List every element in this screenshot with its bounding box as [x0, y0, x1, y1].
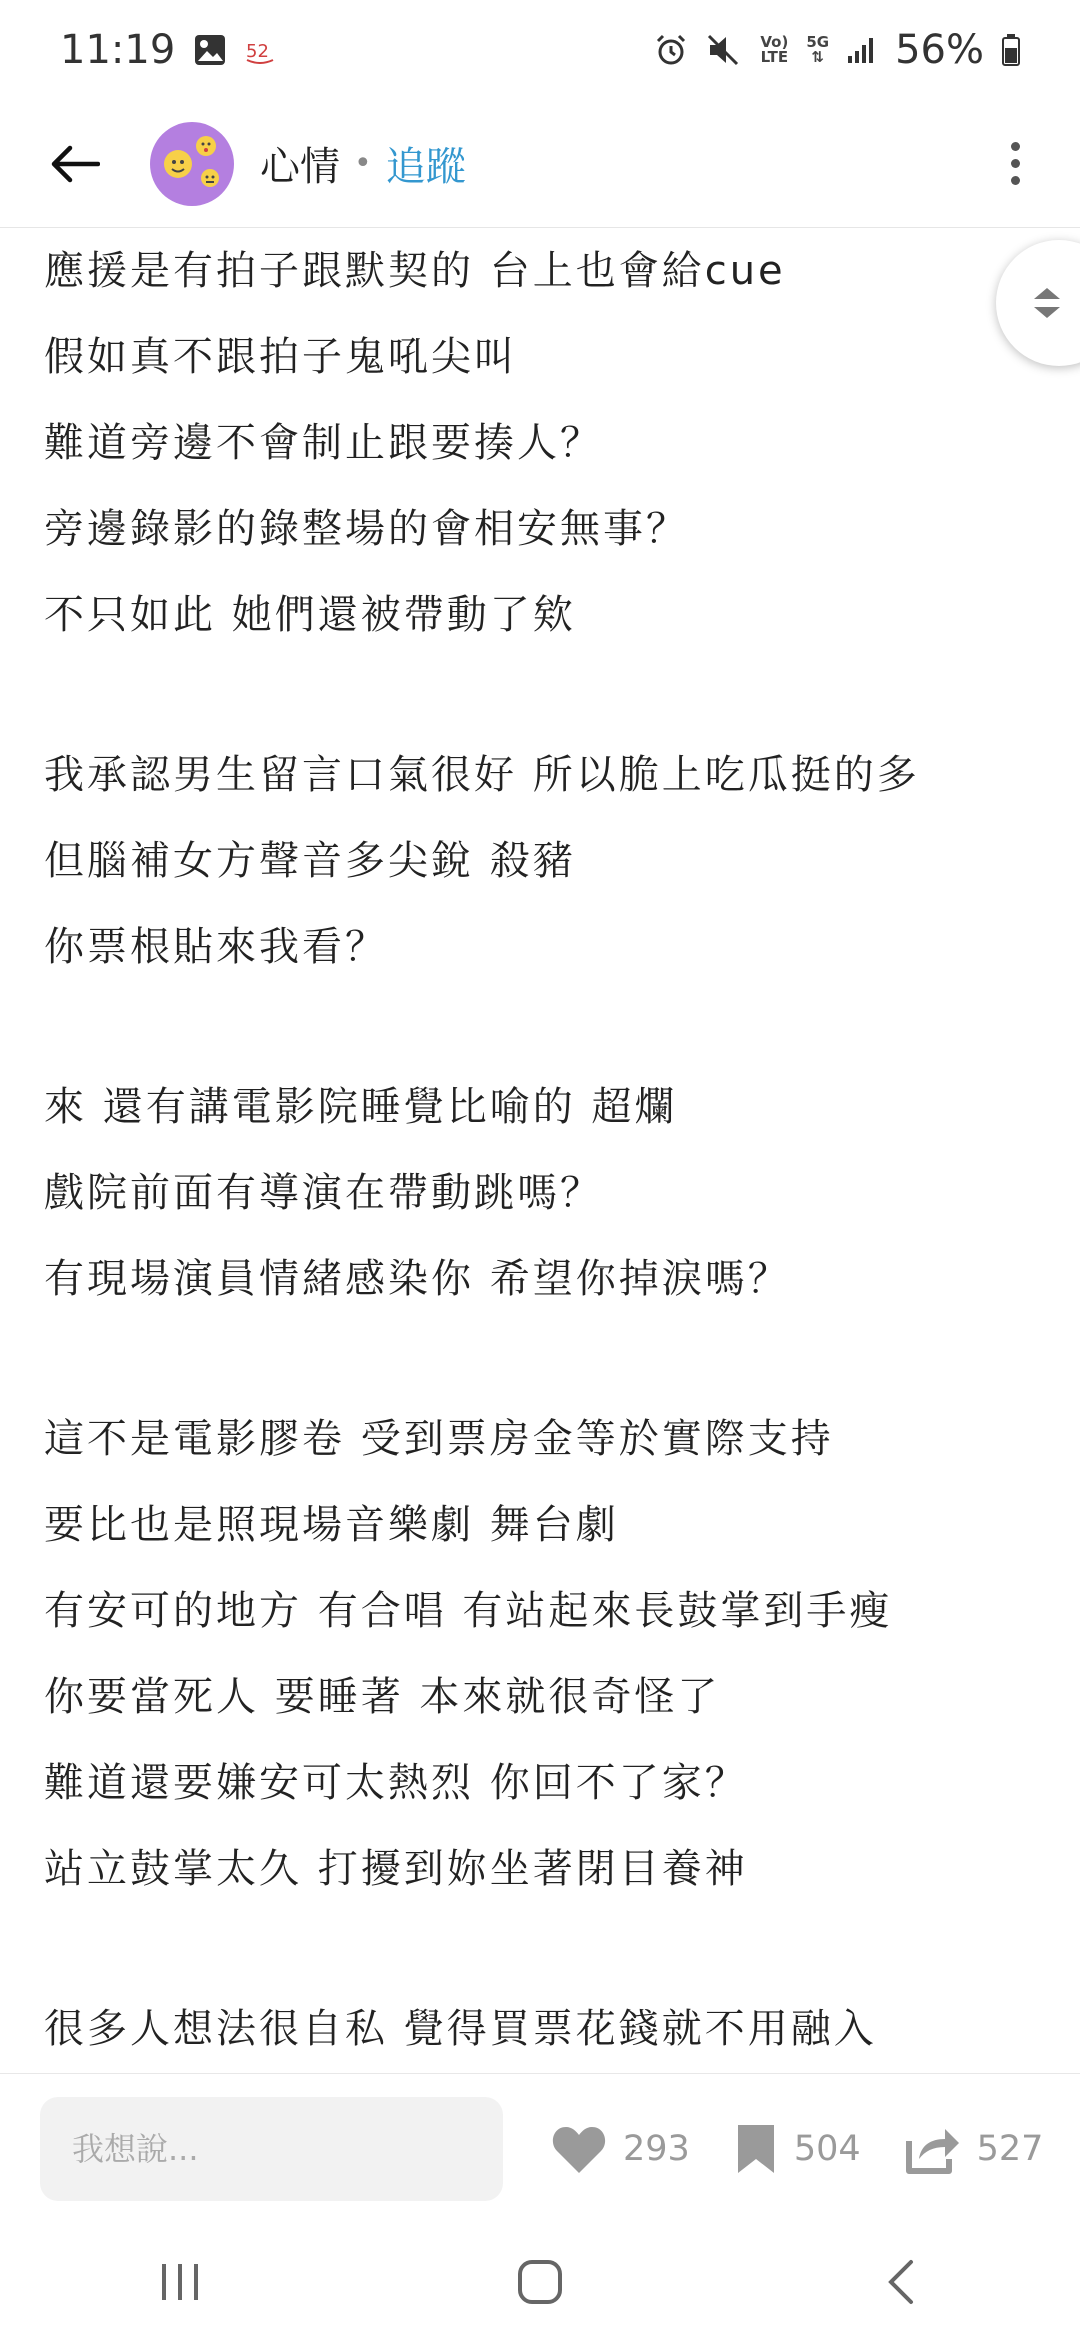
alarm-icon	[654, 33, 688, 67]
content-line: 戲院前面有導演在帶動跳嗎？	[44, 1170, 603, 1216]
content-line: 旁邊錄影的錄整場的會相安無事？	[44, 506, 689, 552]
like-button[interactable]	[551, 2123, 690, 2175]
post-header	[0, 100, 1080, 228]
paragraph-break	[44, 990, 1004, 1064]
content-line: 有安可的地方 有合唱 有站起來長鼓掌到手瘦	[44, 1588, 893, 1634]
more-vert-icon-dot	[1011, 159, 1020, 168]
more-options-button[interactable]	[990, 129, 1040, 199]
mute-icon	[706, 33, 742, 67]
share-icon	[905, 2123, 961, 2175]
content-line: 要比也是照現場音樂劇 舞台劇	[44, 1502, 619, 1548]
home-icon	[517, 2259, 563, 2305]
data-arrows-icon: ⇅	[811, 48, 824, 66]
content-line: 不只如此 她們還被帶動了欸	[44, 592, 576, 638]
content-line: 應援是有拍子跟默契的 台上也會給cue	[44, 248, 786, 294]
board-avatar-icon	[150, 122, 234, 206]
comment-input[interactable]	[40, 2097, 503, 2201]
header-separator: •	[354, 146, 372, 181]
post-content	[44, 228, 1004, 2073]
status-time: 11:19	[60, 27, 176, 73]
signal-icon	[847, 36, 877, 64]
status-bar	[0, 0, 1080, 100]
network-5g-indicator	[806, 35, 829, 65]
notification-count: 52	[246, 41, 270, 62]
5g-label: 5G	[806, 33, 830, 51]
content-line: 很多人想法很自私 覺得買票花錢就不用融入	[44, 2006, 877, 2052]
gallery-icon	[193, 33, 227, 67]
share-count: 527	[976, 2128, 1044, 2169]
board-avatar[interactable]	[150, 122, 234, 206]
follow-button[interactable]: 追蹤	[385, 144, 466, 190]
content-line: 你要當死人 要睡著 本來就很奇怪了	[44, 1674, 721, 1720]
content-line: 站立鼓掌太久 打擾到妳坐著閉目養神	[44, 1846, 748, 1892]
bookmark-button[interactable]	[734, 2123, 861, 2175]
scroll-handle[interactable]	[996, 240, 1080, 366]
recent-apps-button[interactable]	[120, 2237, 240, 2327]
bookmark-count: 504	[793, 2128, 861, 2169]
content-line: 我承認男生留言口氣很好 所以脆上吃瓜挺的多	[44, 752, 920, 798]
recent-apps-icon	[158, 2262, 202, 2302]
back-button[interactable]	[40, 129, 110, 199]
content-line: 這不是電影膠卷 受到票房金等於實際支持	[44, 1416, 834, 1462]
scroll-up-icon	[1032, 286, 1062, 300]
system-nav-bar	[0, 2223, 1080, 2340]
battery-icon	[1002, 34, 1020, 66]
board-name[interactable]: 心情	[260, 144, 340, 190]
volte-label: Vo)	[760, 33, 789, 51]
back-arrow-icon	[50, 144, 100, 184]
more-vert-icon-dot	[1011, 176, 1020, 185]
scroll-down-icon	[1032, 306, 1062, 320]
network-indicator	[760, 35, 788, 65]
bookmark-icon	[734, 2123, 778, 2175]
content-line: 難道旁邊不會制止跟要揍人？	[44, 420, 603, 466]
content-line: 但腦補女方聲音多尖銳 殺豬	[44, 838, 576, 884]
lte-label: LTE	[760, 48, 789, 66]
content-line: 有現場演員情緒感染你 希望你掉淚嗎？	[44, 1256, 791, 1302]
status-right	[654, 27, 1020, 73]
home-button[interactable]	[480, 2237, 600, 2327]
share-button[interactable]	[905, 2123, 1044, 2175]
notification-icon	[245, 36, 275, 64]
heart-icon	[551, 2123, 607, 2175]
like-count: 293	[623, 2128, 690, 2169]
status-left	[60, 27, 275, 73]
paragraph-break	[44, 658, 1004, 732]
nav-back-button[interactable]	[840, 2237, 960, 2327]
battery-percent: 56%	[895, 27, 984, 73]
content-line: 來 還有講電影院睡覺比喻的 超爛	[44, 1084, 678, 1130]
action-bar	[0, 2073, 1080, 2223]
paragraph-break	[44, 1912, 1004, 1986]
nav-back-icon	[885, 2259, 915, 2305]
content-line: 假如真不跟拍子鬼吼尖叫	[44, 334, 517, 380]
more-vert-icon-dot	[1011, 142, 1020, 151]
content-line: 難道還要嫌安可太熱烈 你回不了家？	[44, 1760, 748, 1806]
content-line: 你票根貼來我看？	[44, 924, 388, 970]
paragraph-break	[44, 1322, 1004, 1396]
